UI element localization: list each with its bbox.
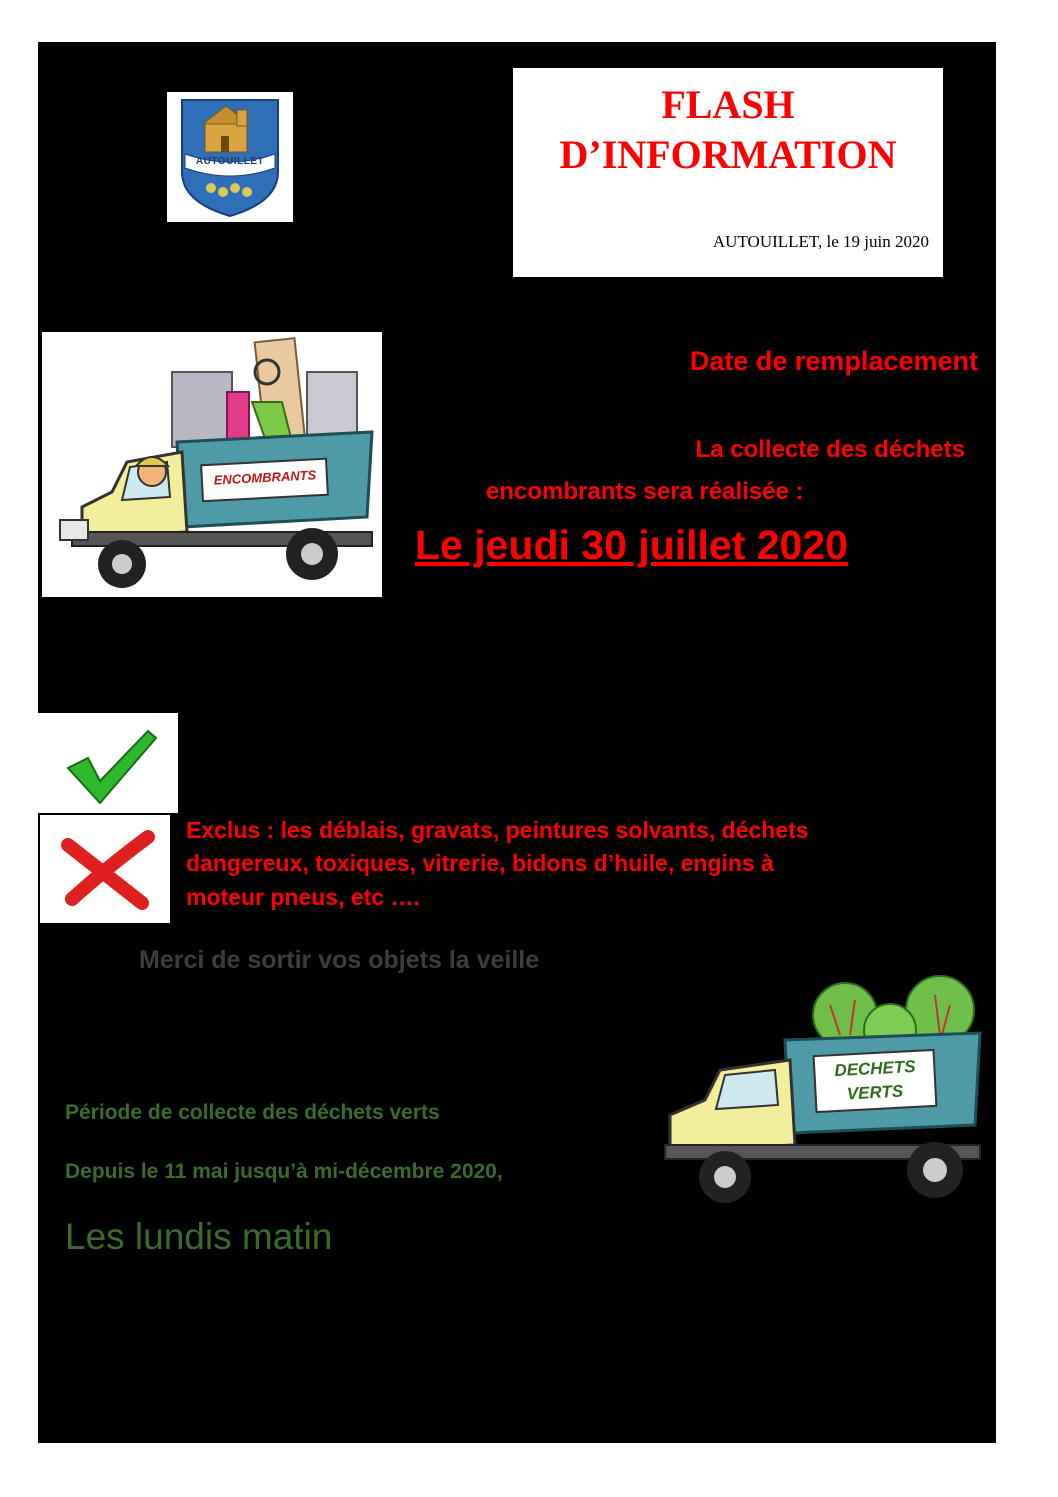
issue-date: AUTOUILLET, le 19 juin 2020 [712, 232, 929, 251]
exclus-line1: Exclus : les déblais, gravats, peintures solvants, déchets [186, 817, 809, 843]
excluded-cross-box [40, 815, 170, 923]
merci-text: Merci de sortir vos objets la veille [139, 946, 540, 974]
green-check-icon [38, 713, 178, 813]
green-truck-label-1: DECHETS [833, 1056, 917, 1081]
green-waste-day: Les lundis matin [65, 1216, 333, 1257]
red-cross-icon [40, 815, 170, 923]
accepted-check-box [38, 713, 178, 813]
flash-title-line2: D’INFORMATION [559, 132, 897, 177]
bulky-waste-truck-icon [42, 332, 382, 597]
replacement-date-heading: Date de remplacement [689, 346, 978, 376]
town-logo [167, 92, 293, 222]
encombrants-truck-image [42, 332, 382, 597]
flash-title-line1: FLASH [661, 82, 795, 127]
collection-text-line2: encombrants sera réalisée : [486, 478, 804, 505]
green-waste-period: Période de collecte des déchets verts [65, 1101, 440, 1124]
logo-label: AUTOUILLET [195, 156, 265, 167]
green-truck-label-2: VERTS [846, 1081, 904, 1104]
flash-header-box [513, 68, 943, 277]
collection-date: Le jeudi 30 juillet 2020 [415, 522, 848, 568]
encombrants-truck-label: ENCOMBRANTS [213, 467, 317, 488]
exclus-line3: moteur pneus, etc …. [186, 884, 420, 910]
green-waste-truck-image [650, 975, 995, 1220]
green-waste-dates: Depuis le 11 mai jusqu’à mi-décembre 2020, [65, 1160, 503, 1183]
collection-text-line1: La collecte des déchets [695, 436, 965, 463]
exclus-line2: dangereux, toxiques, vitrerie, bidons d’huile, engins à [186, 850, 774, 876]
